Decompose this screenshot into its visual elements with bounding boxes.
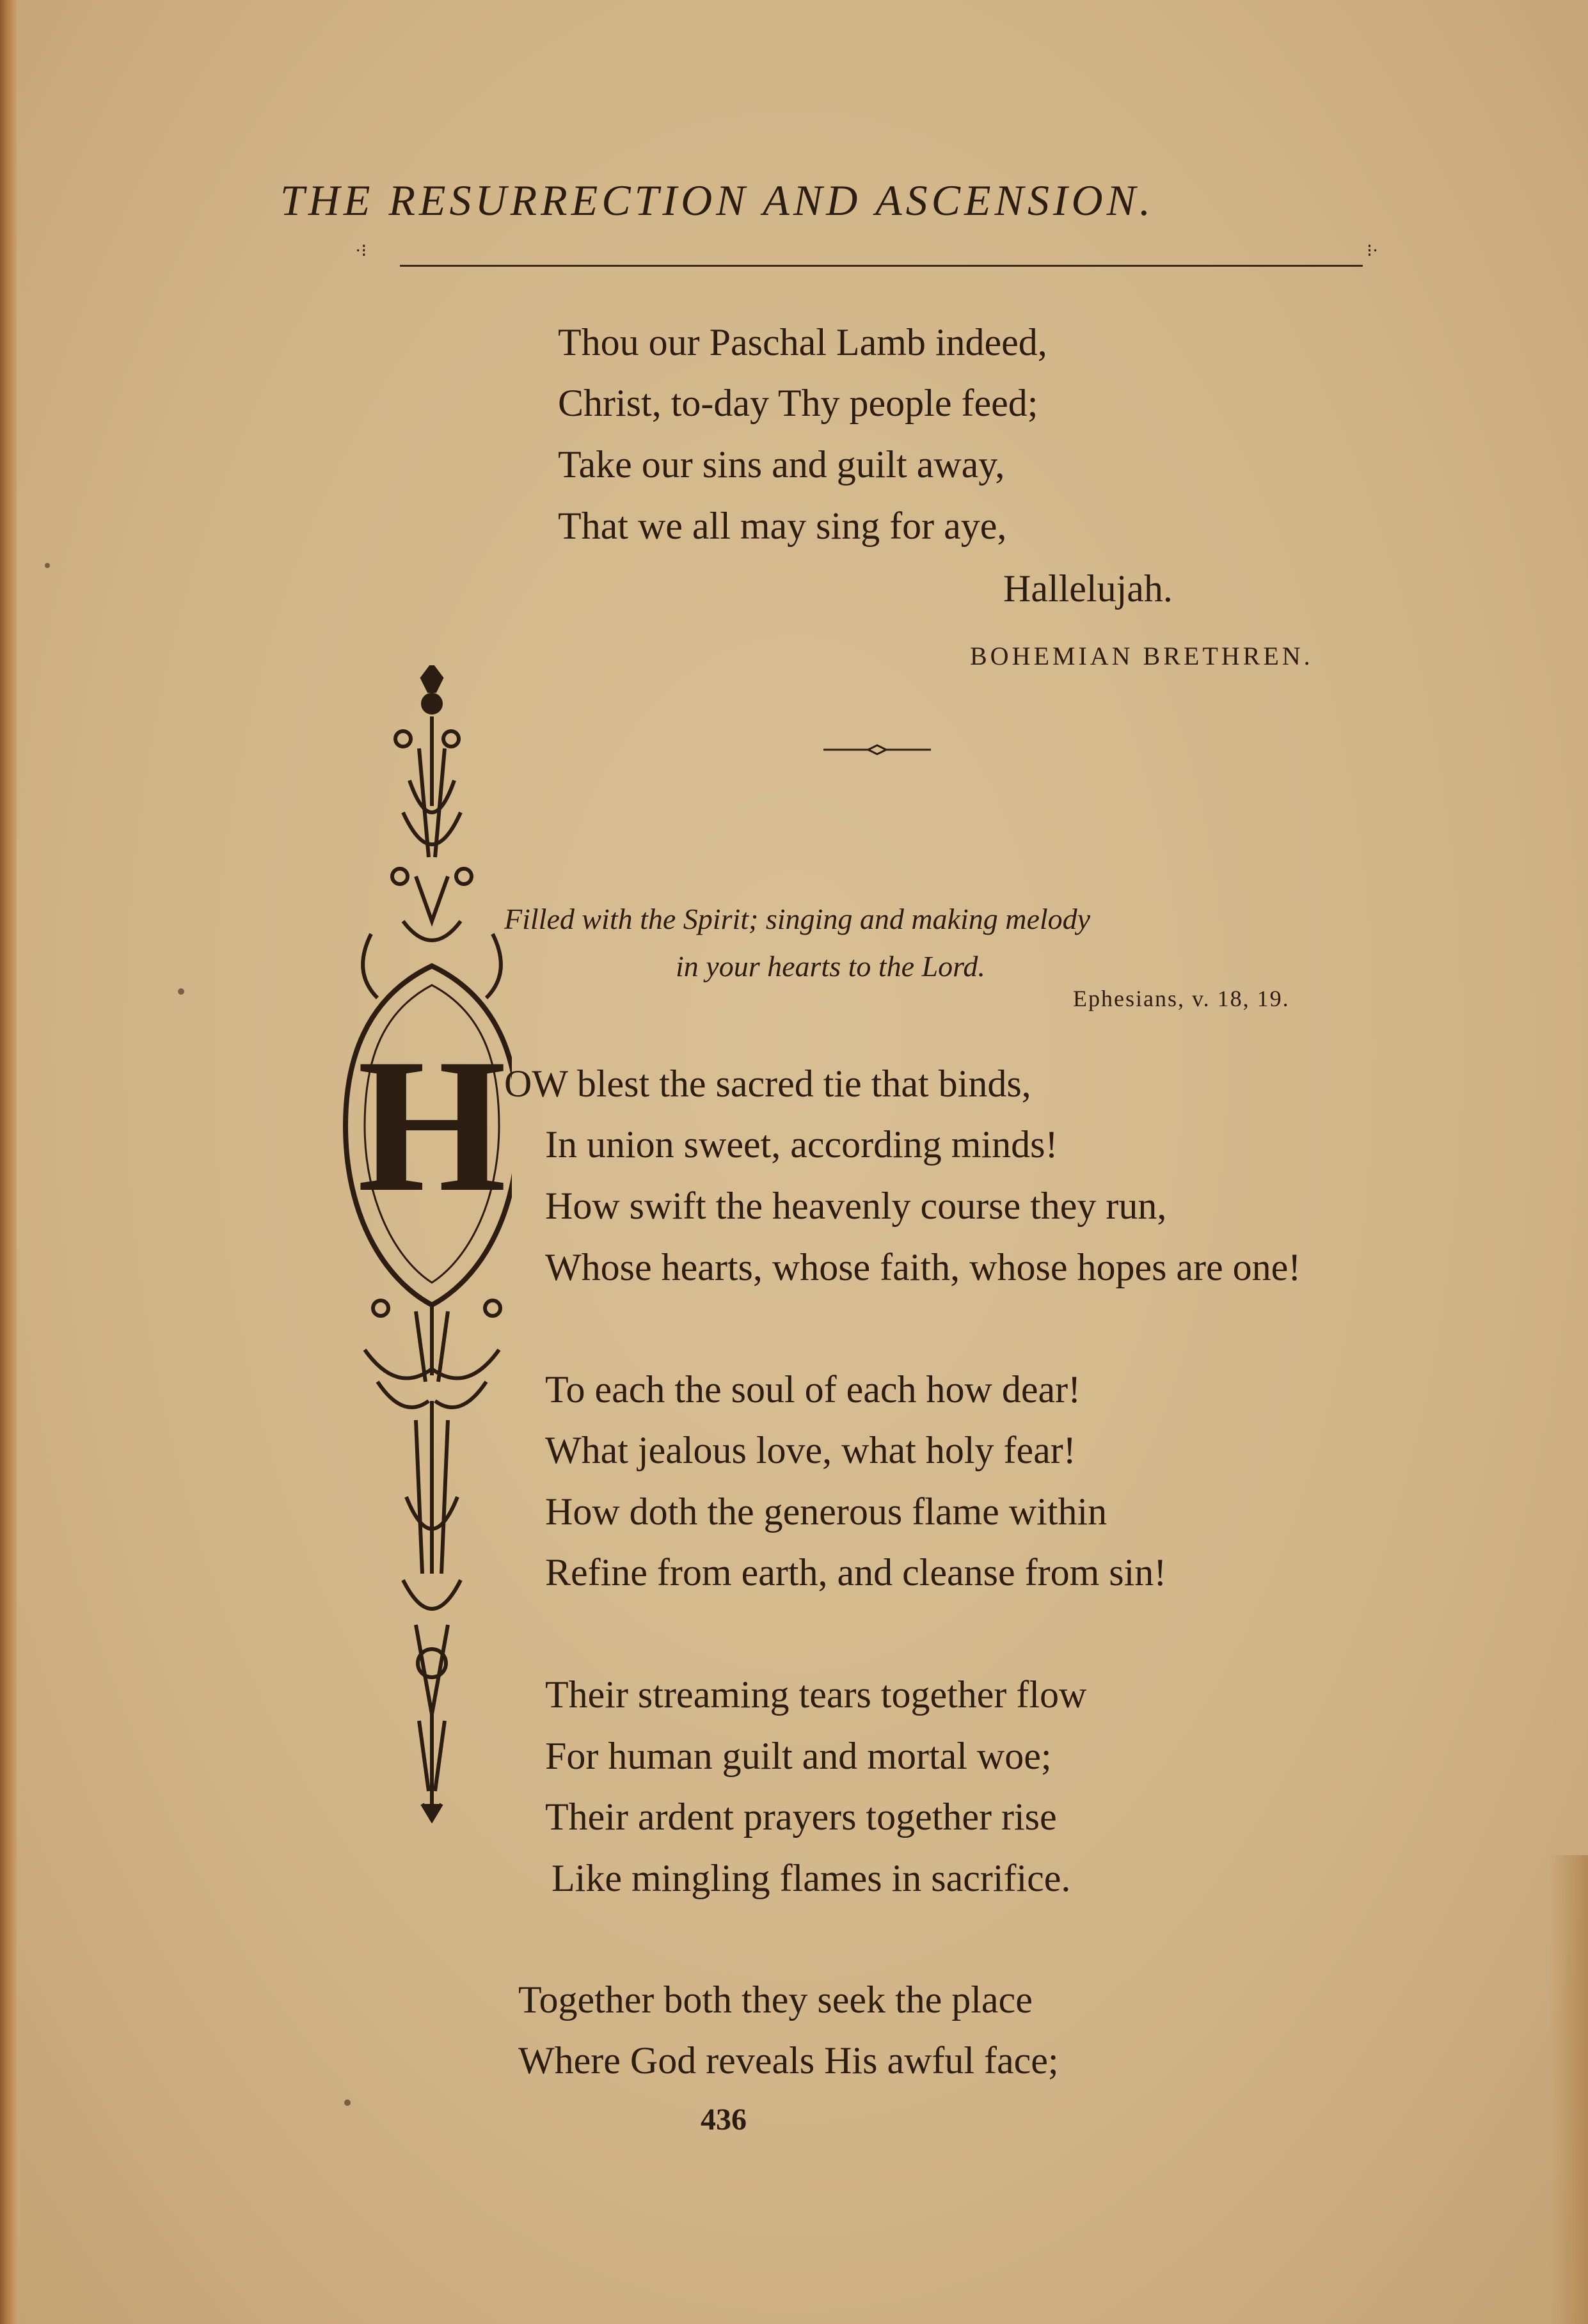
- rule-ornament-right-icon: ⁝·: [1367, 241, 1379, 261]
- epigraph-reference: Ephesians, v. 18, 19.: [1073, 986, 1290, 1011]
- hymn-two-line: Where God reveals His awful face;: [518, 2039, 1059, 2082]
- hymn-two-line: Like mingling flames in sacrifice.: [552, 1857, 1071, 1899]
- epigraph-line-2: in your hearts to the Lord.: [676, 950, 985, 983]
- hymn-two-line: What jealous love, what holy fear!: [545, 1429, 1076, 1471]
- hymn-two-line: Their ardent prayers together rise: [545, 1796, 1057, 1838]
- paper-speck: [344, 2099, 351, 2106]
- ornamental-drop-cap: [339, 665, 512, 1823]
- hymn-two-line: How swift the heavenly course they run,: [545, 1185, 1167, 1227]
- paper-speck: [45, 563, 50, 568]
- header-rule: [400, 265, 1363, 267]
- hymn-one-refrain: Hallelujah.: [1003, 567, 1173, 610]
- hymn-two-first-line: OW blest the sacred tie that binds,: [504, 1063, 1031, 1105]
- hymn-one-attribution: BOHEMIAN BRETHREN.: [970, 642, 1314, 670]
- hymn-one-line: Christ, to-day Thy people feed;: [558, 382, 1038, 424]
- page-binding-edge: [0, 0, 17, 2324]
- hymn-one-line: That we all may sing for aye,: [558, 505, 1007, 547]
- hymn-one-line: Thou our Paschal Lamb indeed,: [558, 321, 1047, 363]
- hymn-two-line: Refine from earth, and cleanse from sin!: [545, 1551, 1167, 1593]
- hymn-two-line: To each the soul of each how dear!: [545, 1368, 1081, 1411]
- hymn-two-line: In union sweet, according minds!: [545, 1123, 1058, 1166]
- hymn-one-line: Take our sins and guilt away,: [558, 443, 1005, 486]
- page-edge-shadow: [1550, 1855, 1588, 2324]
- page-number: 436: [701, 2103, 747, 2137]
- rule-ornament-left-icon: ·⁝: [355, 241, 367, 261]
- drop-cap-letter: H: [357, 1019, 507, 1231]
- hymn-two-line: Together both they seek the place: [518, 1979, 1033, 2021]
- hymn-two-line: Their streaming tears together flow: [545, 1673, 1087, 1716]
- hymn-two-line: How doth the generous flame within: [545, 1490, 1108, 1533]
- epigraph-line-1: Filled with the Spirit; singing and making melody: [504, 903, 1091, 935]
- running-head: THE RESURRECTION AND ASCENSION.: [280, 176, 1154, 225]
- hymn-two-line: Whose hearts, whose faith, whose hopes are one!: [545, 1246, 1301, 1288]
- hymn-two-line: For human guilt and mortal woe;: [545, 1735, 1052, 1777]
- section-divider-icon: [823, 743, 931, 756]
- paper-speck: [178, 988, 184, 995]
